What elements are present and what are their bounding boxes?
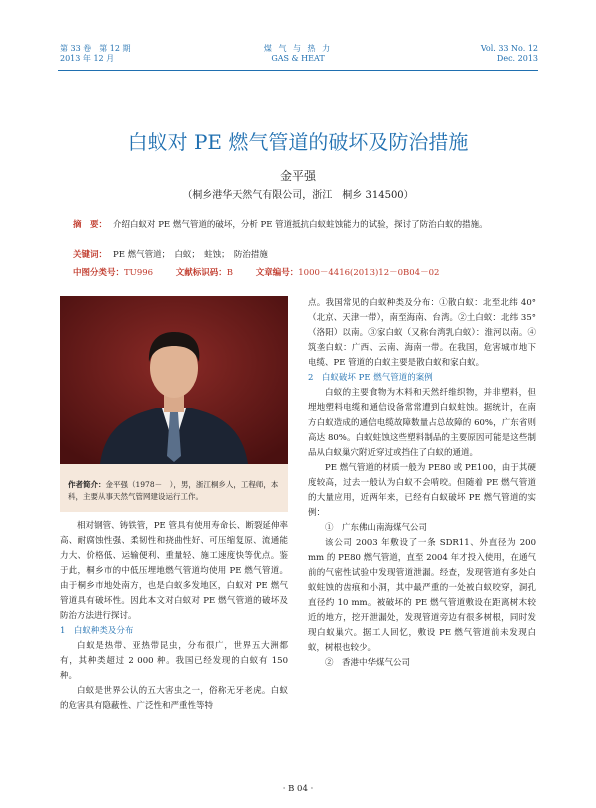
author-bio-label: 作者简介： [68, 480, 106, 489]
section-2-paragraph-2: PE 燃气管道的材质一般为 PE80 或 PE100，由于其硬度较高，过去一般认为白蚁不会啃咬。但随着 PE 燃气管道的大量应用，近两年来，已经有白蚁破坏 PE 燃气管道的实例： [308, 463, 536, 518]
classification-line [73, 266, 533, 280]
case-1-heading: ① 广东佛山南海煤气公司 [325, 523, 428, 533]
article-author: 金平强 [279, 169, 316, 183]
section-1-paragraph-1: 白蚁是热带、亚热带昆虫，分布很广，世界五大洲都有，其种类超过 2 000 种。我国已经发现的白蚁有 150 种。 [60, 641, 288, 681]
author-bio-caption [60, 464, 288, 512]
section-1-paragraph-2: 白蚁是世界公认的五大害虫之一，俗称无牙老虎。白蚁的危害具有隐蔽性、广泛性和严重性等特 [60, 686, 288, 711]
article-no-value: 1000－4416(2013)12－0B04－02 [298, 268, 440, 278]
keywords-text: PE 燃气管道； 白蚁； 蛀蚀； 防治措施 [113, 250, 268, 260]
clc-label: 中图分类号： [73, 268, 125, 278]
abstract [73, 218, 533, 232]
clc-value: TU996 [124, 268, 154, 278]
body-column-left [60, 519, 288, 714]
header-volume-issue-en: Vol. 33 No. 12 [480, 44, 538, 53]
author-portrait-image [60, 296, 288, 464]
author-photo [60, 296, 288, 464]
journal-name-cn: 煤 气 与 热 力 [263, 44, 333, 53]
author-bio-text: 金平强（1978－ ），男，浙江桐乡人，工程师，本科，主要从事天然气管网建设运行工作。 [68, 480, 279, 501]
keywords [73, 248, 533, 262]
header-rule [58, 70, 538, 71]
article-title: 白蚁对 PE 燃气管道的破坏及防治措施 [127, 130, 469, 154]
abstract-text: 介绍白蚁对 PE 燃气管道的破坏，分析 PE 管道抵抗白蚁蛀蚀能力的试验，探讨了防治白蚁的措施。 [113, 220, 488, 230]
doc-code-label: 文献标识码： [175, 268, 227, 278]
case-2-heading: ② 香港中华煤气公司 [325, 658, 411, 668]
header-volume-issue: 第 33 卷 第 12 期 [60, 44, 131, 53]
body-column-right [308, 296, 536, 671]
section-2-paragraph-1: 白蚁的主要食物为木料和天然纤维织物，并非塑料，但埋地塑料电缆和通信设备常常遭到白蚁蛀蚀。据统计，在南方白蚁造成的通信电缆故障数量占总故障的 60%，广东省则高达 80%。白蚁蛀蚀这些塑料制品的主要原因可能是这些制品从白蚁巢穴附近穿过或挡住了白蚁的通道。 [308, 388, 536, 458]
section-1-continuation: 点。我国常见的白蚁种类及分布：①散白蚁：北至北纬 40°（北京、天津一带），南至海南、台湾。②土白蚁：北纬 35°（洛阳）以南。③家白蚁（又称台湾乳白蚁）：淮河以南。④筑垄白蚁：广西、云南、海南一带。在我国，危害城市地下电缆、PE 管道的白蚁主要是散白蚁和家白蚁。 [308, 298, 536, 368]
header-date: 2013 年 12 月 [60, 54, 115, 63]
doc-code-value: B [226, 268, 234, 278]
author-affiliation: （桐乡港华天然气有限公司，浙江 桐乡 314500） [182, 190, 414, 201]
section-1-heading: 1 白蚁种类及分布 [60, 626, 134, 636]
keywords-label: 关键词： [73, 250, 108, 260]
page-number: · B 04 · [282, 784, 314, 794]
journal-name-en: GAS & HEAT [271, 54, 325, 63]
section-2-heading: 2 白蚁破坏 PE 燃气管道的案例 [308, 373, 433, 383]
intro-paragraph: 相对钢管、铸铁管，PE 管具有使用寿命长、断裂延伸率高、耐腐蚀性强、柔韧性和挠曲性好、可压缩复原、流通能力大、价格低、运输便利、重量轻、施工速度快等优点。鉴于此，桐乡市的中低压埋地燃气管道均使用 PE 燃气管道。由于桐乡市地处南方，也是白蚁多发地区，白蚁对 PE 燃气管道具有破坏性。因此本文对白蚁对 PE 燃气管道的破坏及防治方法进行探讨。 [60, 521, 288, 621]
article-no-label: 文章编号： [255, 268, 299, 278]
running-header-volume-en [481, 44, 538, 64]
header-date-en: Dec. 2013 [496, 54, 538, 63]
abstract-label: 摘 要： [73, 220, 108, 230]
case-1-paragraph: 该公司 2003 年敷设了一条 SDR11、外直径为 200 mm 的 PE80 燃气管道，直至 2004 年才投入使用，在通气前的气密性试验中发现管道泄漏。经查，发现管道有多处白蚁蛀蚀的齿痕和小洞，其中最严重的一处被白蚁咬穿，洞孔直径约 10 mm。被破坏的 PE 燃气管道敷设在距离树木较近的地方，挖开泄漏处，发现管道旁边有很多树根，同时发现白蚁巢穴。据工人回忆，敷设 PE 燃气管道前未发现白蚁，树根也较少。 [308, 538, 536, 653]
